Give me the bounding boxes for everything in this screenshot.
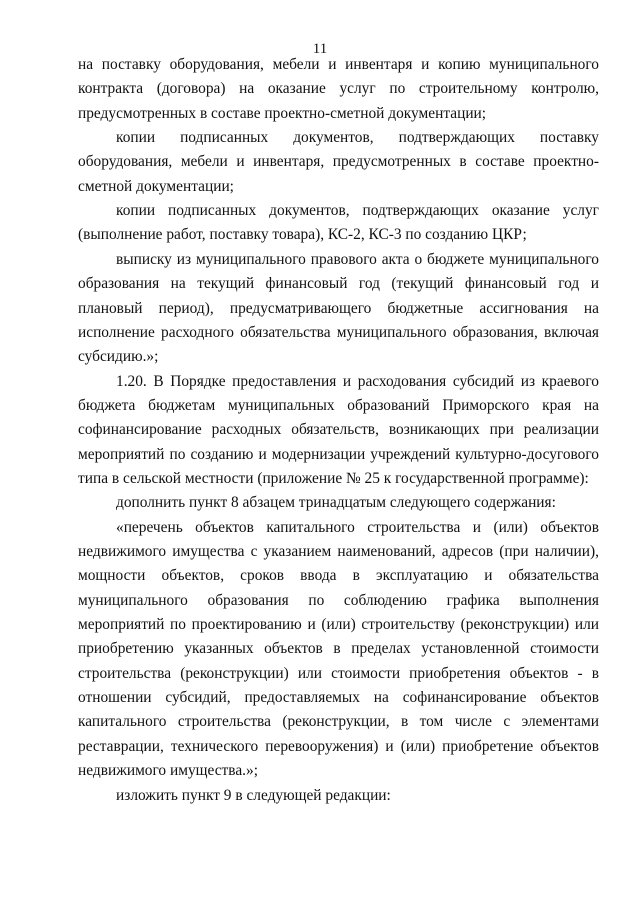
text-line: исполнение расходного обязательства муниципального образования, включая <box>78 323 599 341</box>
text-line: дополнить пункт 8 абзацем тринадцатым следующего содержания: <box>116 494 556 512</box>
text-line: оборудования, мебели и инвентаря, предусмотренных в составе проектно- <box>78 153 599 171</box>
text-line: 1.20. В Порядке предоставления и расходования субсидий из краевого <box>116 372 599 390</box>
text-line: контракта (договора) на оказание услуг по строительному контролю, <box>78 80 599 98</box>
text-line: копии подписанных документов, подтверждающих оказание услуг <box>116 202 599 220</box>
text-line: реставрации, технического перевооружения) и (или) приобретение объектов <box>78 737 599 755</box>
text-line: плановый период), предусматривающего бюджетные ассигнования на <box>78 299 599 317</box>
text-line: предусмотренных в составе проектно-сметной документации; <box>78 104 487 122</box>
text-line: копии подписанных документов, подтверждающих поставку <box>116 129 599 147</box>
text-line: сметной документации; <box>78 177 234 195</box>
text-line: недвижимого имущества с указанием наименований, адресов (при наличии), <box>78 543 599 560</box>
text-line: (выполнение работ, поставку товара), КС-2, КС-3 по созданию ЦКР; <box>78 226 527 244</box>
text-line: типа в сельской местности (приложение № 25 к государственной программе): <box>78 469 589 487</box>
text-line: образования на текущий финансовый год (текущий финансовый год и <box>78 275 599 293</box>
text-line: софинансирование расходных обязательств, возникающих при реализации <box>78 421 599 439</box>
text-line: муниципального образования по соблюдению графика выполнения <box>78 591 599 609</box>
text-line: строительства (реконструкции) или стоимости приобретения объектов - в <box>78 664 599 682</box>
text-line: мощности объектов, сроков ввода в эксплуатацию и обязательства <box>78 567 599 585</box>
text-line: мероприятий по созданию и модернизации учреждений культурно-досугового <box>78 445 599 463</box>
text-line: приобретению указанных объектов в пределах установленной стоимости <box>78 640 599 658</box>
text-line: недвижимого имущества.»; <box>78 762 258 780</box>
page-number: 11 <box>312 41 328 57</box>
text-line: выписку из муниципального правового акта о бюджете муниципального <box>116 250 599 268</box>
text-line: на поставку оборудования, мебели и инвентаря и копию муниципального <box>78 56 599 73</box>
text-line: мероприятий по проектированию и (или) строительству (реконструкции) или <box>78 616 599 634</box>
text-line: бюджета бюджетам муниципальных образований Приморского края на <box>78 396 599 414</box>
text-line: отношении субсидий, предоставляемых на софинансирование объектов <box>78 689 599 707</box>
text-line: изложить пункт 9 в следующей редакции: <box>116 786 391 804</box>
text-line: капитального строительства (реконструкции, в том числе с элементами <box>78 713 599 731</box>
text-line: субсидию.»; <box>78 348 159 366</box>
text-line: «перечень объектов капитального строительства и (или) объектов <box>116 518 599 536</box>
